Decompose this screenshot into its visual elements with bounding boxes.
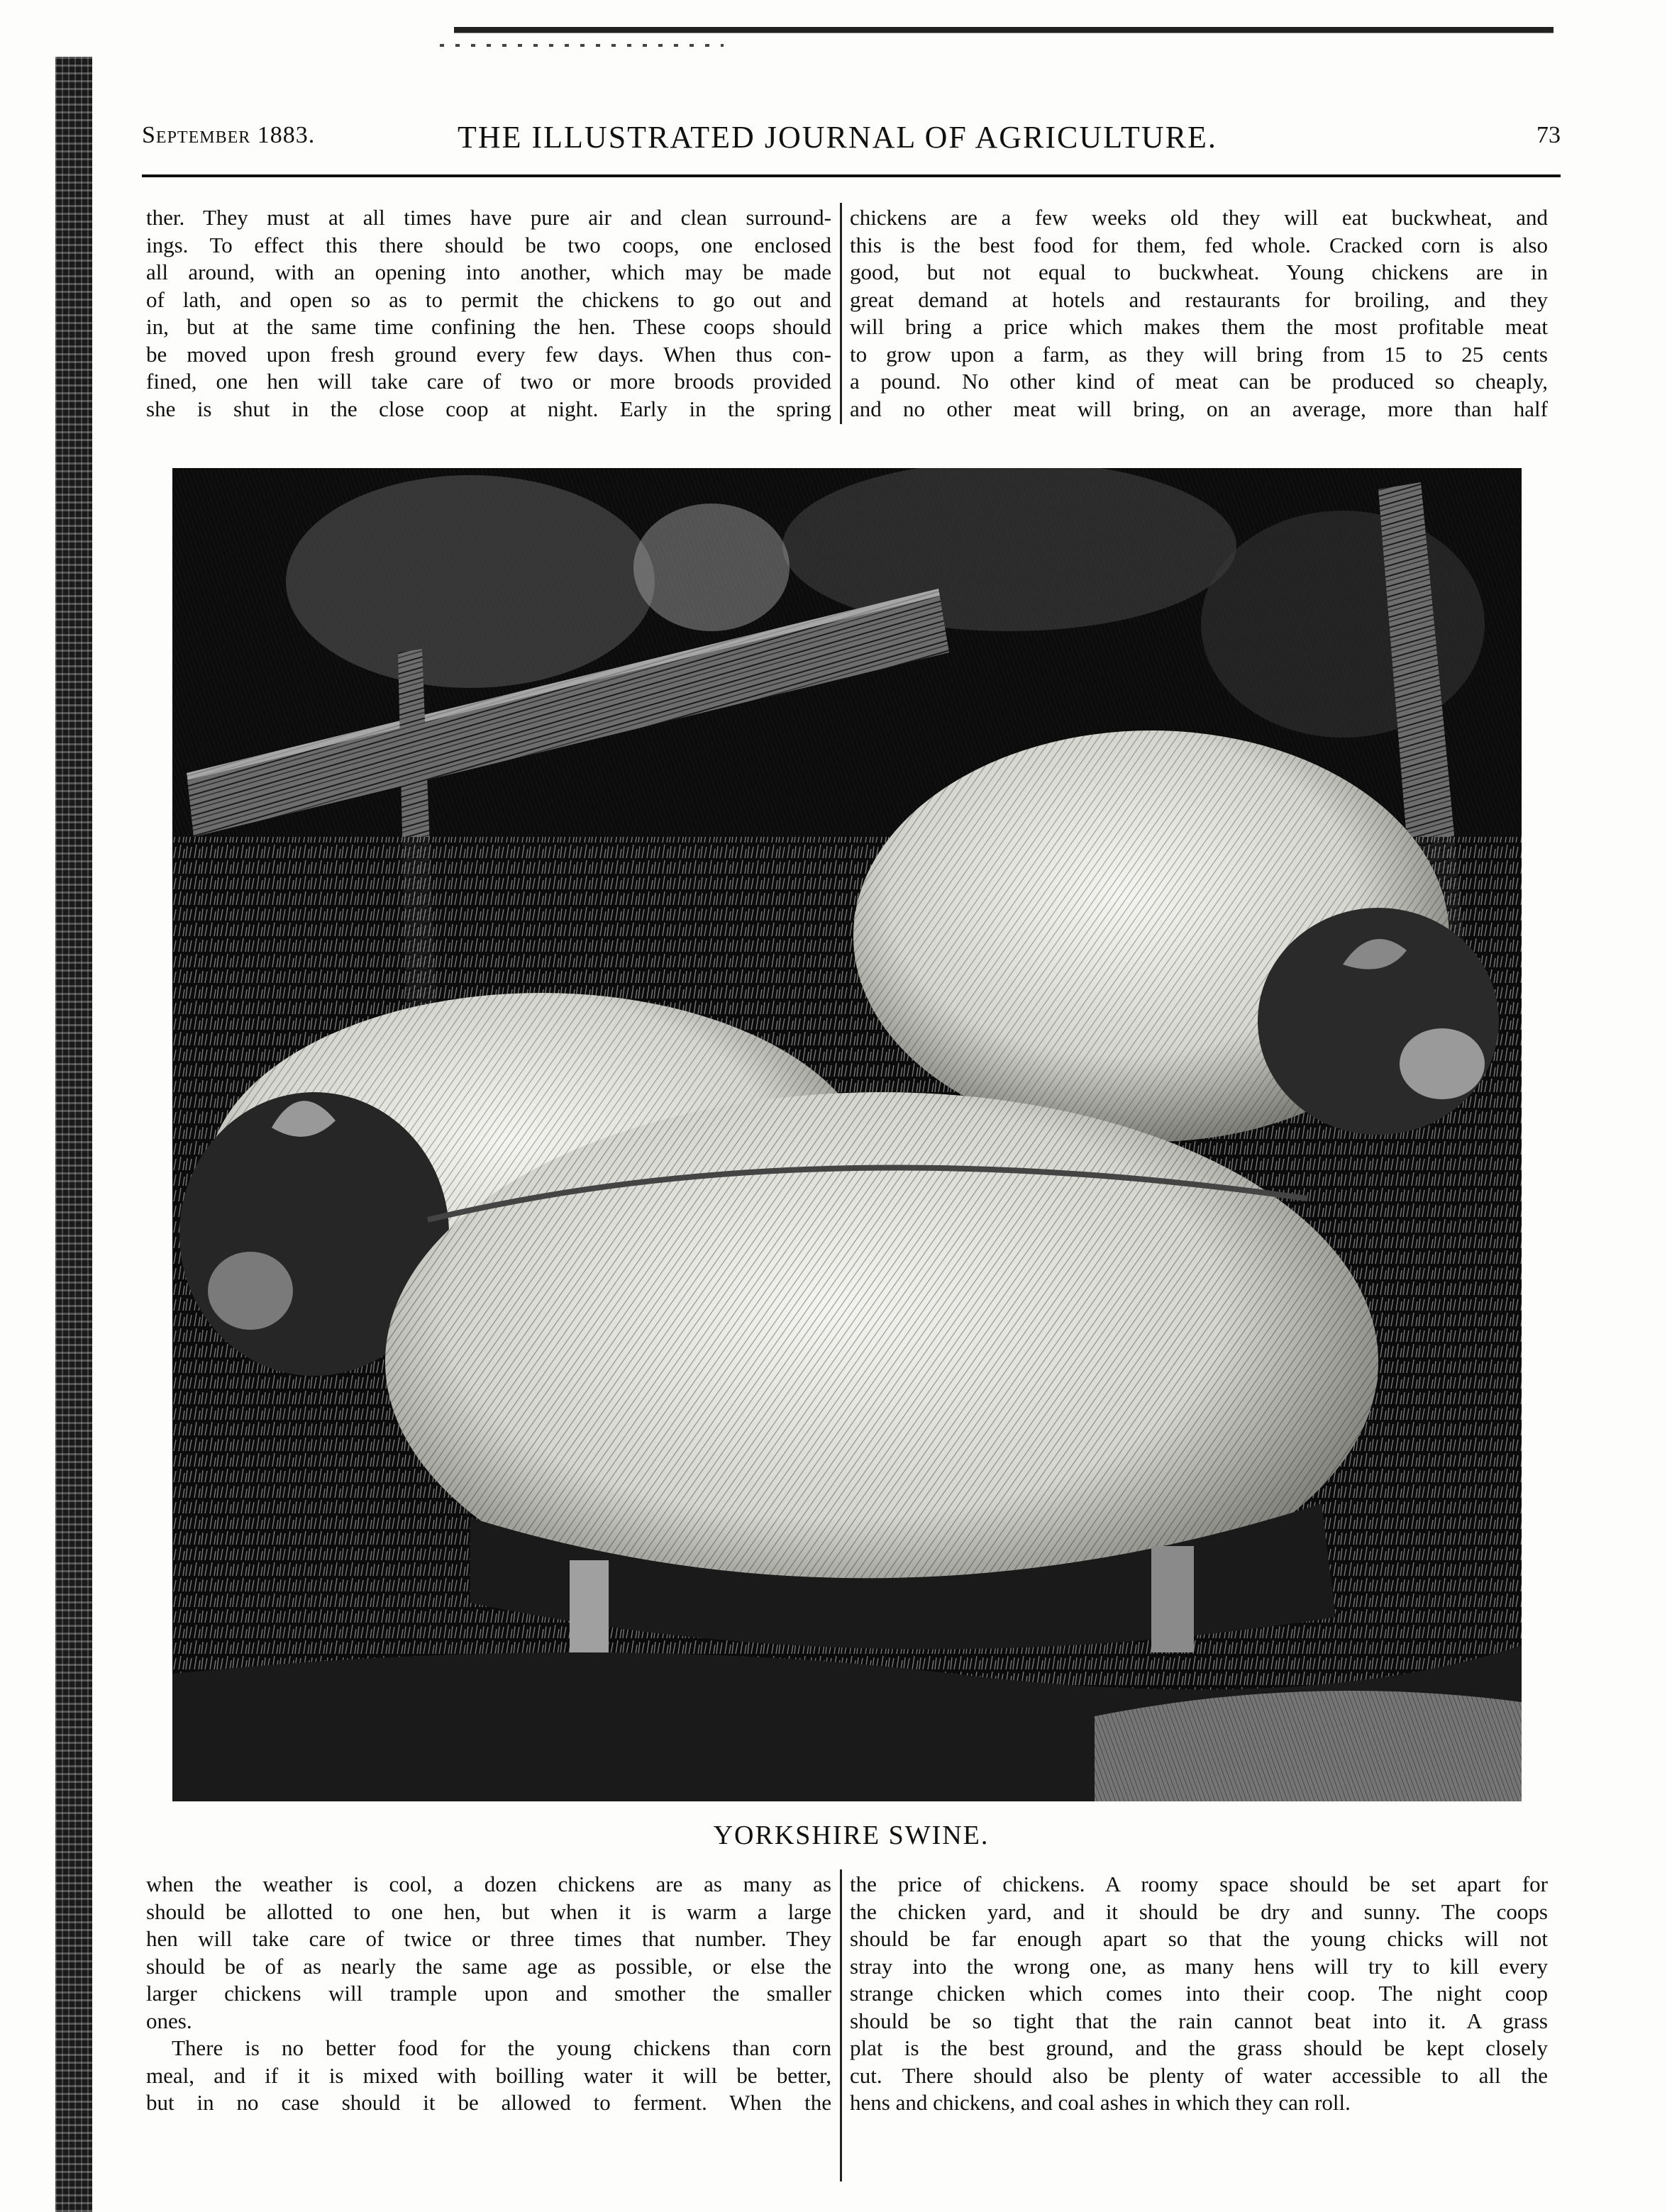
text-line: great demand at hotels and restaurants for broiling, and they (850, 287, 1548, 312)
text-line: this is the best food for them, fed whole. Cracked corn is also (850, 232, 1548, 257)
top-right-column (850, 204, 1548, 423)
bottom-right-column (850, 1871, 1548, 2117)
text-line: hens and chickens, and coal ashes in which they can roll. (850, 2090, 1351, 2115)
text-line: ther. They must at all times have pure air and clean surround- (146, 205, 831, 230)
text-line: hen will take care of twice or three times that number. They (146, 1926, 831, 1951)
text-line: chickens are a few weeks old they will eat buckwheat, and (850, 205, 1548, 230)
text-line: strange chicken which comes into their coop. The night coop (850, 1981, 1548, 2006)
text-line: all around, with an opening into another, which may be made (146, 260, 831, 284)
text-line: plat is the best ground, and the grass should be kept closely (850, 2035, 1548, 2060)
text-line: of lath, and open so as to permit the chickens to go out and (146, 287, 831, 312)
column-divider (840, 203, 842, 424)
issue-date: September 1883. (142, 122, 316, 148)
text-line: larger chickens will trample upon and smother the smaller (146, 1981, 831, 2006)
top-dotted-rule (440, 44, 724, 47)
text-line: in, but at the same time confining the hen. These coops should (146, 314, 831, 339)
text-line: should be far enough apart so that the young chicks will not (850, 1926, 1548, 1951)
figure-caption: YORKSHIRE SWINE. (713, 1821, 990, 1850)
text-line: meal, and if it is mixed with boilling water it will be better, (146, 2062, 831, 2088)
text-line: the price of chickens. A roomy space should be set apart for (850, 1872, 1548, 1896)
column-divider (840, 1869, 842, 2182)
text-line: to grow upon a farm, as they will bring from 15 to 25 cents (850, 341, 1548, 367)
text-line: will bring a price which makes them the most profitable meat (850, 314, 1548, 339)
text-line: good, but not equal to buckwheat. Young chickens are in (850, 260, 1548, 284)
yorkshire-swine-engraving (172, 468, 1522, 1801)
text-line: be moved upon fresh ground every few days. When thus con- (146, 341, 831, 367)
page-number: 73 (1536, 122, 1561, 148)
text-line: fined, one hen will take care of two or more broods provided (146, 369, 831, 394)
text-line: There is no better food for the young chickens than corn (172, 2035, 831, 2060)
text-line: cut. There should also be plenty of water accessible to all the (850, 2062, 1548, 2088)
journal-title: THE ILLUSTRATED JOURNAL OF AGRICULTURE. (458, 120, 1217, 155)
text-line: ings. To effect this there should be two coops, one enclosed (146, 232, 831, 257)
running-head (142, 119, 1561, 155)
text-line: stray into the wrong one, as many hens will try to kill every (850, 1953, 1548, 1979)
text-line: but in no case should it be allowed to ferment. When the (146, 2090, 831, 2115)
top-border-rule (454, 27, 1554, 37)
text-line: the chicken yard, and it should be dry and sunny. The coops (850, 1899, 1548, 1924)
top-left-column (146, 204, 831, 423)
header-rule (142, 174, 1561, 177)
text-line: when the weather is cool, a dozen chickens are as many as (146, 1872, 831, 1896)
text-line: ones. (146, 2008, 192, 2033)
text-line: should be of as nearly the same age as possible, or else the (146, 1953, 831, 1979)
bottom-left-column (146, 1871, 831, 2117)
text-line: she is shut in the close coop at night. Early in the spring (146, 396, 831, 421)
text-line: a pound. No other kind of meat can be produced so cheaply, (850, 369, 1548, 394)
binding-edge (55, 57, 92, 2212)
text-line: and no other meat will bring, on an average, more than half (850, 396, 1548, 421)
text-line: should be allotted to one hen, but when it is warm a large (146, 1899, 831, 1924)
text-line: should be so tight that the rain cannot beat into it. A grass (850, 2008, 1548, 2033)
